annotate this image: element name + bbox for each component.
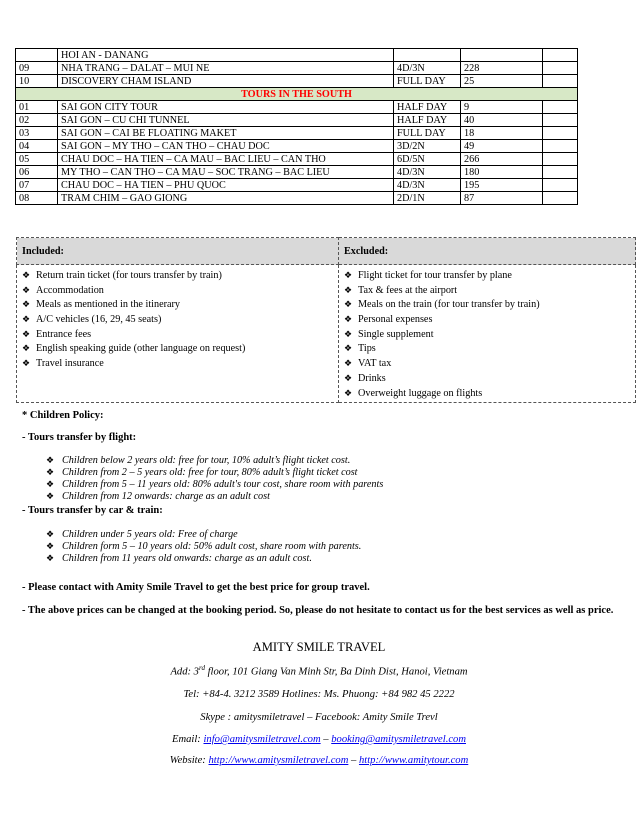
list-item-text: Children from 12 onwards: charge as an adult cost — [62, 491, 270, 502]
tour-code: 02 — [16, 114, 58, 127]
tour-price: 9 — [461, 101, 543, 114]
car-train-policy-item — [46, 528, 361, 540]
tour-blank — [543, 75, 578, 88]
tour-code: 08 — [16, 192, 58, 205]
tour-blank — [543, 127, 578, 140]
tour-duration: 4D/3N — [394, 166, 461, 179]
list-item-text: Children from 5 – 11 years old: 80% adult's tour cost, share room with parents — [62, 479, 384, 490]
included-item — [22, 283, 333, 298]
price-change-note: - The above prices can be changed at the booking period. So, please do not hesitate to contact us for the best services as well as price. — [22, 605, 614, 616]
tour-name: TRAM CHIM – GAO GIONG — [58, 192, 394, 205]
list-item-text: Children from 11 years old onwards: charge as an adult cost. — [62, 553, 312, 564]
diamond-bullet-icon: ❖ — [46, 529, 55, 539]
list-item-text: VAT tax — [358, 358, 392, 370]
tour-duration: FULL DAY — [394, 75, 461, 88]
tour-price: 180 — [461, 166, 543, 179]
diamond-bullet-icon: ❖ — [46, 467, 55, 477]
tour-name: NHA TRANG – DALAT – MUI NE — [58, 62, 394, 75]
car-train-policy-item — [46, 552, 361, 564]
tour-duration — [394, 49, 461, 62]
car-train-heading: - Tours transfer by car & train: — [22, 505, 163, 516]
diamond-bullet-icon: ❖ — [344, 299, 353, 310]
tour-blank — [543, 192, 578, 205]
tour-duration: 4D/3N — [394, 179, 461, 192]
diamond-bullet-icon: ❖ — [46, 541, 55, 551]
email-link-booking[interactable]: booking@amitysmiletravel.com — [331, 734, 466, 745]
included-item — [22, 327, 333, 342]
diamond-bullet-icon: ❖ — [22, 358, 31, 369]
flight-heading: - Tours transfer by flight: — [22, 432, 137, 443]
tour-price: 18 — [461, 127, 543, 140]
included-item — [22, 268, 333, 283]
list-item-text: Children under 5 years old: Free of charge — [62, 529, 238, 540]
tour-code: 05 — [16, 153, 58, 166]
list-item-text: Travel insurance — [36, 358, 104, 370]
table-row — [16, 114, 578, 127]
excluded-item — [344, 268, 630, 283]
excluded-item — [344, 327, 630, 342]
diamond-bullet-icon: ❖ — [22, 343, 31, 354]
included-item — [22, 356, 333, 371]
excluded-item — [344, 386, 630, 401]
tour-price: 266 — [461, 153, 543, 166]
excluded-item — [344, 341, 630, 356]
list-item-text: Return train ticket (for tours transfer by train) — [36, 270, 222, 281]
diamond-bullet-icon: ❖ — [344, 314, 353, 325]
list-item-text: Meals on the train (for tour transfer by train) — [358, 299, 540, 311]
list-item-text: Accommodation — [36, 284, 104, 296]
tour-price: 40 — [461, 114, 543, 127]
section-row — [16, 88, 578, 101]
table-row — [16, 49, 578, 62]
table-row — [16, 101, 578, 114]
tour-code: 10 — [16, 75, 58, 88]
tour-duration: FULL DAY — [394, 127, 461, 140]
tour-price: 87 — [461, 192, 543, 205]
tour-duration: 3D/2N — [394, 140, 461, 153]
list-item-text: Children form 5 – 10 years old: 50% adult cost, share room with parents. — [62, 541, 362, 552]
company-phones: Tel: +84-4. 3212 3589 Hotlines: Ms. Phuong: +84 982 45 2222 — [183, 689, 455, 700]
flight-policy-item — [46, 454, 383, 466]
tour-name: CHAU DOC – HA TIEN – PHU QUOC — [58, 179, 394, 192]
tour-name: DISCOVERY CHAM ISLAND — [58, 75, 394, 88]
company-social: Skype : amitysmiletravel – Facebook: Amity Smile Trevl — [200, 712, 438, 723]
flight-policy-item — [46, 466, 383, 478]
email-link-info[interactable]: info@amitysmiletravel.com — [203, 734, 321, 745]
excluded-item — [344, 283, 630, 298]
tour-duration: 2D/1N — [394, 192, 461, 205]
tour-name: SAI GON – CAI BE FLOATING MAKET — [58, 127, 394, 140]
excluded-item — [344, 312, 630, 327]
list-item-text: Drinks — [358, 372, 386, 384]
car-train-policy-list — [46, 528, 361, 564]
tour-price: 25 — [461, 75, 543, 88]
diamond-bullet-icon: ❖ — [344, 358, 353, 369]
tour-blank — [543, 153, 578, 166]
tour-blank — [543, 114, 578, 127]
flight-policy-item — [46, 490, 383, 502]
list-item-text: Meals as mentioned in the itinerary — [36, 299, 180, 311]
list-item-text: English speaking guide (other language on request) — [36, 343, 246, 355]
tour-code: 07 — [16, 179, 58, 192]
diamond-bullet-icon: ❖ — [46, 455, 55, 465]
tour-price: 49 — [461, 140, 543, 153]
diamond-bullet-icon: ❖ — [46, 491, 55, 501]
excluded-list — [344, 268, 630, 400]
diamond-bullet-icon: ❖ — [22, 299, 31, 310]
tour-blank — [543, 101, 578, 114]
table-row — [16, 62, 578, 75]
included-heading: Included: — [17, 238, 339, 265]
flight-policy-item — [46, 478, 383, 490]
included-item — [22, 297, 333, 312]
tour-price: 195 — [461, 179, 543, 192]
company-address: Add: 3rd floor, 101 Giang Van Minh Str, Ba Dinh Dist, Hanoi, Vietnam — [170, 664, 468, 678]
company-email: Email: info@amitysmiletravel.com – booking@amitysmiletravel.com — [172, 734, 466, 745]
company-name: AMITY SMILE TRAVEL — [252, 640, 386, 654]
flight-policy-list — [46, 454, 383, 502]
south-tours — [16, 101, 578, 205]
diamond-bullet-icon: ❖ — [344, 387, 353, 398]
list-item-text: Children below 2 years old: free for tour, 10% adult’s flight ticket cost. — [62, 455, 351, 466]
website-link-amitytour[interactable]: http://www.amitytour.com — [358, 755, 469, 766]
tours-table — [15, 48, 578, 205]
list-item-text: Tips — [358, 343, 376, 355]
tour-blank — [543, 140, 578, 153]
excluded-item — [344, 371, 630, 386]
list-item-text: Tax & fees at the airport — [358, 284, 458, 296]
tour-code: 09 — [16, 62, 58, 75]
tour-name: CHAU DOC – HA TIEN – CA MAU – BAC LIEU – CAN THO — [58, 153, 394, 166]
included-item — [22, 312, 333, 327]
table-row — [16, 179, 578, 192]
tour-blank — [543, 49, 578, 62]
tour-price: 228 — [461, 62, 543, 75]
tour-name: SAI GON CITY TOUR — [58, 101, 394, 114]
tour-duration: 6D/5N — [394, 153, 461, 166]
company-website: Website: http://www.amitysmiletravel.com – http://www.amitytour.com — [169, 755, 469, 766]
diamond-bullet-icon: ❖ — [22, 284, 31, 295]
tour-duration: HALF DAY — [394, 114, 461, 127]
list-item-text: Children from 2 – 5 years old: free for tour, 80% adult’s flight ticket cost — [62, 467, 358, 478]
table-row — [16, 140, 578, 153]
diamond-bullet-icon: ❖ — [22, 270, 31, 280]
included-list — [22, 268, 333, 371]
website-link-amitysmile[interactable]: http://www.amitysmiletravel.com — [208, 755, 349, 766]
table-row — [16, 127, 578, 140]
table-row — [16, 166, 578, 179]
table-row — [16, 153, 578, 166]
tour-blank — [543, 62, 578, 75]
diamond-bullet-icon: ❖ — [344, 270, 353, 280]
diamond-bullet-icon: ❖ — [22, 314, 31, 325]
tour-duration: 4D/3N — [394, 62, 461, 75]
tour-blank — [543, 166, 578, 179]
excluded-item — [344, 356, 630, 371]
list-item-text: Entrance fees — [36, 328, 92, 340]
diamond-bullet-icon: ❖ — [344, 328, 353, 339]
tour-code: 03 — [16, 127, 58, 140]
diamond-bullet-icon: ❖ — [344, 343, 353, 354]
diamond-bullet-icon: ❖ — [344, 284, 353, 295]
excluded-heading: Excluded: — [339, 238, 636, 265]
tour-name: SAI GON – MY THO – CAN THO – CHAU DOC — [58, 140, 394, 153]
car-train-policy-item — [46, 540, 361, 552]
children-policy-title: * Children Policy: — [22, 410, 104, 421]
list-item-text: Personal expenses — [358, 314, 433, 326]
included-excluded-table — [16, 237, 636, 403]
diamond-bullet-icon: ❖ — [344, 372, 353, 383]
list-item-text: Single supplement — [358, 328, 434, 340]
tour-name: HOI AN - DANANG — [58, 49, 394, 62]
list-item-text: A/C vehicles (16, 29, 45 seats) — [36, 314, 162, 326]
tour-name: SAI GON – CU CHI TUNNEL — [58, 114, 394, 127]
table-row — [16, 192, 578, 205]
tour-price — [461, 49, 543, 62]
diamond-bullet-icon: ❖ — [22, 328, 31, 339]
tour-blank — [543, 179, 578, 192]
tour-name: MY THO – CAN THO – CA MAU – SOC TRANG – BAC LIEU — [58, 166, 394, 179]
section-title: TOURS IN THE SOUTH — [16, 88, 578, 101]
tour-duration: HALF DAY — [394, 101, 461, 114]
diamond-bullet-icon: ❖ — [46, 479, 55, 489]
diamond-bullet-icon: ❖ — [46, 553, 55, 563]
list-item-text: Overweight luggage on flights — [358, 387, 483, 399]
tour-code: 06 — [16, 166, 58, 179]
included-item — [22, 341, 333, 356]
list-item-text: Flight ticket for tour transfer by plane — [358, 270, 512, 281]
excluded-item — [344, 297, 630, 312]
group-price-note: - Please contact with Amity Smile Travel to get the best price for group travel. — [22, 582, 370, 593]
tour-code: 01 — [16, 101, 58, 114]
tour-code — [16, 49, 58, 62]
tour-code: 04 — [16, 140, 58, 153]
table-row — [16, 75, 578, 88]
